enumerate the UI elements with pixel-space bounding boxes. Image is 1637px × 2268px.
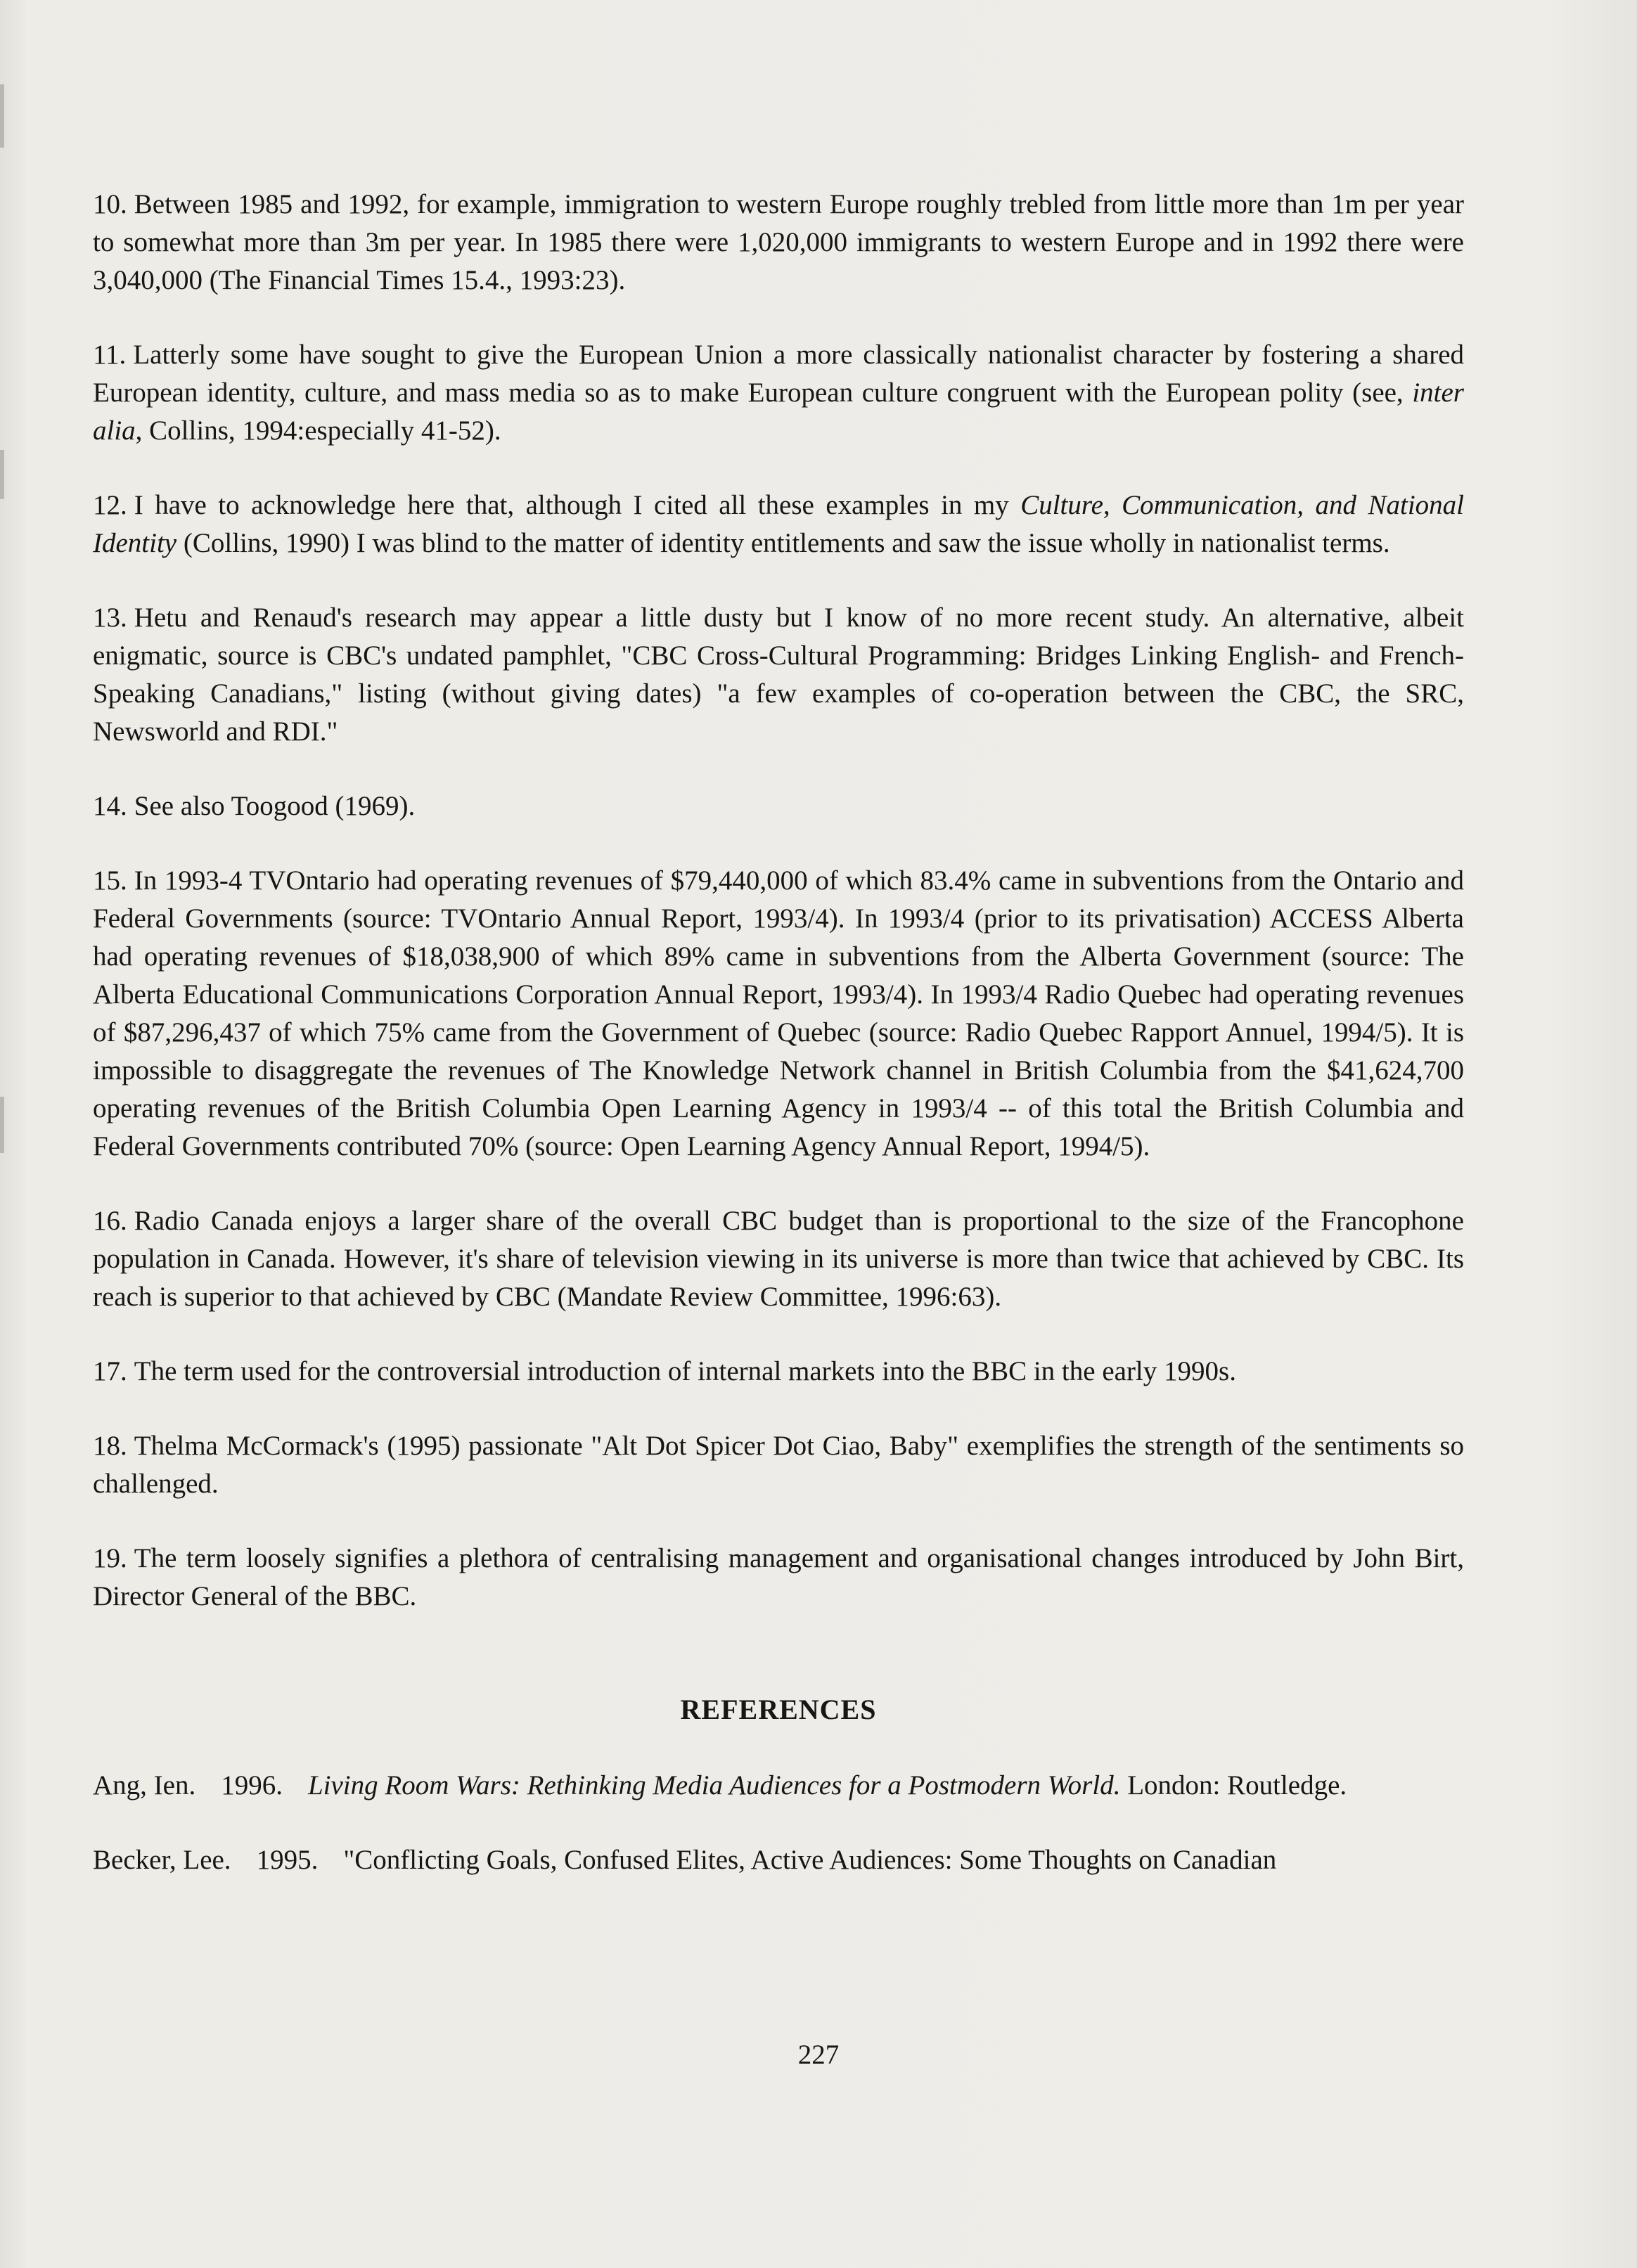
endnote-number: 17.: [93, 1356, 127, 1386]
endnote-text: Between 1985 and 1992, for example, immigration to western Europe roughly trebled from little more than 1m per year to somewhat more than 3m per year. In 1985 there were 1,020,000 immigrants to western Europe and in 1992 there were 3,040,000 (The Financial Times 15.4., 1993:23).: [93, 189, 1464, 295]
endnote-text: See also Toogood (1969).: [134, 791, 416, 821]
endnote-text: The term used for the controversial introduction of internal markets into the BBC in the early 1990s.: [134, 1356, 1236, 1386]
reference-entry: [93, 1841, 1464, 1879]
endnote-number: 13.: [93, 603, 127, 633]
endnote-number: 12.: [93, 490, 127, 520]
endnote-18: [93, 1427, 1464, 1503]
endnote-14: [93, 787, 1464, 825]
endnote-number: 15.: [93, 865, 127, 896]
reference-year: 1995.: [256, 1845, 319, 1875]
endnote-number: 19.: [93, 1543, 127, 1573]
endnote-italic-text: inter alia: [93, 378, 1464, 446]
endnote-number: 14.: [93, 791, 127, 821]
endnote-italic-text: Culture, Communication, and National Identity: [93, 490, 1465, 558]
reference-author: Becker, Lee.: [93, 1845, 231, 1875]
endnote-number: 10.: [93, 189, 127, 219]
endnote-13: [93, 599, 1464, 751]
endnote-15: [93, 862, 1464, 1166]
reference-author: Ang, Ien.: [93, 1770, 196, 1800]
page-number: 227: [797, 2040, 840, 2070]
endnote-text: I have to acknowledge here that, although I cited all these examples in my: [134, 490, 1021, 520]
reference-publisher: London: Routledge.: [1120, 1770, 1347, 1800]
endnote-text: Hetu and Renaud's research may appear a little dusty but I know of no more recent study. An alternative, albeit enigmatic, source is CBC's undated pamphlet, "CBC Cross-Cultural Programming: Bridges Linking English- and French-Speaking Canadians," listing (without giving dates) "a few examples of co-operation between the CBC, the SRC, Newsworld and RDI.": [93, 603, 1464, 747]
endnote-text: Radio Canada enjoys a larger share of the overall CBC budget than is proportional to the size of the Francophone population in Canada. However, it's share of television viewing in its universe is more than twice that achieved by CBC. Its reach is superior to that achieved by CBC (Mandate Review Committee, 1996:63).: [93, 1206, 1464, 1312]
endnote-text: Thelma McCormack's (1995) passionate "Alt Dot Spicer Dot Ciao, Baby" exemplifies the strength of the sentiments so challenged.: [93, 1431, 1464, 1499]
endnote-number: 16.: [93, 1206, 127, 1236]
endnote-number: 18.: [93, 1431, 127, 1461]
scan-edge-mark: [0, 1097, 4, 1153]
reference-title-text: "Conflicting Goals, Confused Elites, Active Audiences: Some Thoughts on Canadian: [343, 1845, 1277, 1875]
endnote-text: The term loosely signifies a plethora of centralising management and organisational changes introduced by John Birt, Director General of the BBC.: [93, 1543, 1464, 1611]
endnote-16: [93, 1202, 1464, 1316]
scan-edge-mark: [0, 450, 4, 499]
references-heading: REFERENCES: [680, 1694, 877, 1725]
endnote-17: [93, 1353, 1464, 1391]
endnote-text: In 1993-4 TVOntario had operating revenues of $79,440,000 of which 83.4% came in subventions from the Ontario and Federal Governments (source: TVOntario Annual Report, 1993/4). In 1993/4 (prior to its privatisation) ACCESS Alberta had operating revenues of $18,038,900 of which 89% came in subventions from the Alberta Government (source: The Alberta Educational Communications Corporation Annual Report, 1993/4). In 1993/4 Radio Quebec had operating revenues of $87,296,437 of which 75% came from the Government of Quebec (source: Radio Quebec Rapport Annuel, 1994/5). It is impossible to disaggregate the revenues of The Knowledge Network channel in British Columbia from the $41,624,700 operating revenues of the British Columbia Open Learning Agency in 1993/4 -- of this total the British Columbia and Federal Governments contributed 70% (source: Open Learning Agency Annual Report, 1994/5).: [93, 865, 1464, 1161]
endnote-10: [93, 186, 1464, 299]
reference-year: 1996.: [221, 1770, 283, 1800]
reference-entry: [93, 1767, 1464, 1805]
endnote-text: Latterly some have sought to give the European Union a more classically nationalist character by fostering a shared European identity, culture, and mass media so as to make European culture congruent with the European polity (see,: [93, 340, 1464, 408]
endnote-text: , Collins, 1994:especially 41-52).: [135, 415, 501, 446]
scan-edge-mark: [0, 84, 4, 148]
endnote-11: [93, 336, 1464, 450]
endnote-19: [93, 1540, 1464, 1616]
main-text: [93, 186, 1464, 1916]
reference-title: Living Room Wars: Rethinking Media Audiences for a Postmodern World.: [307, 1770, 1121, 1800]
endnote-12: [93, 487, 1464, 562]
endnote-number: 11.: [93, 340, 127, 370]
endnote-text: (Collins, 1990) I was blind to the matter of identity entitlements and saw the issue wholly in nationalist terms.: [176, 528, 1390, 558]
